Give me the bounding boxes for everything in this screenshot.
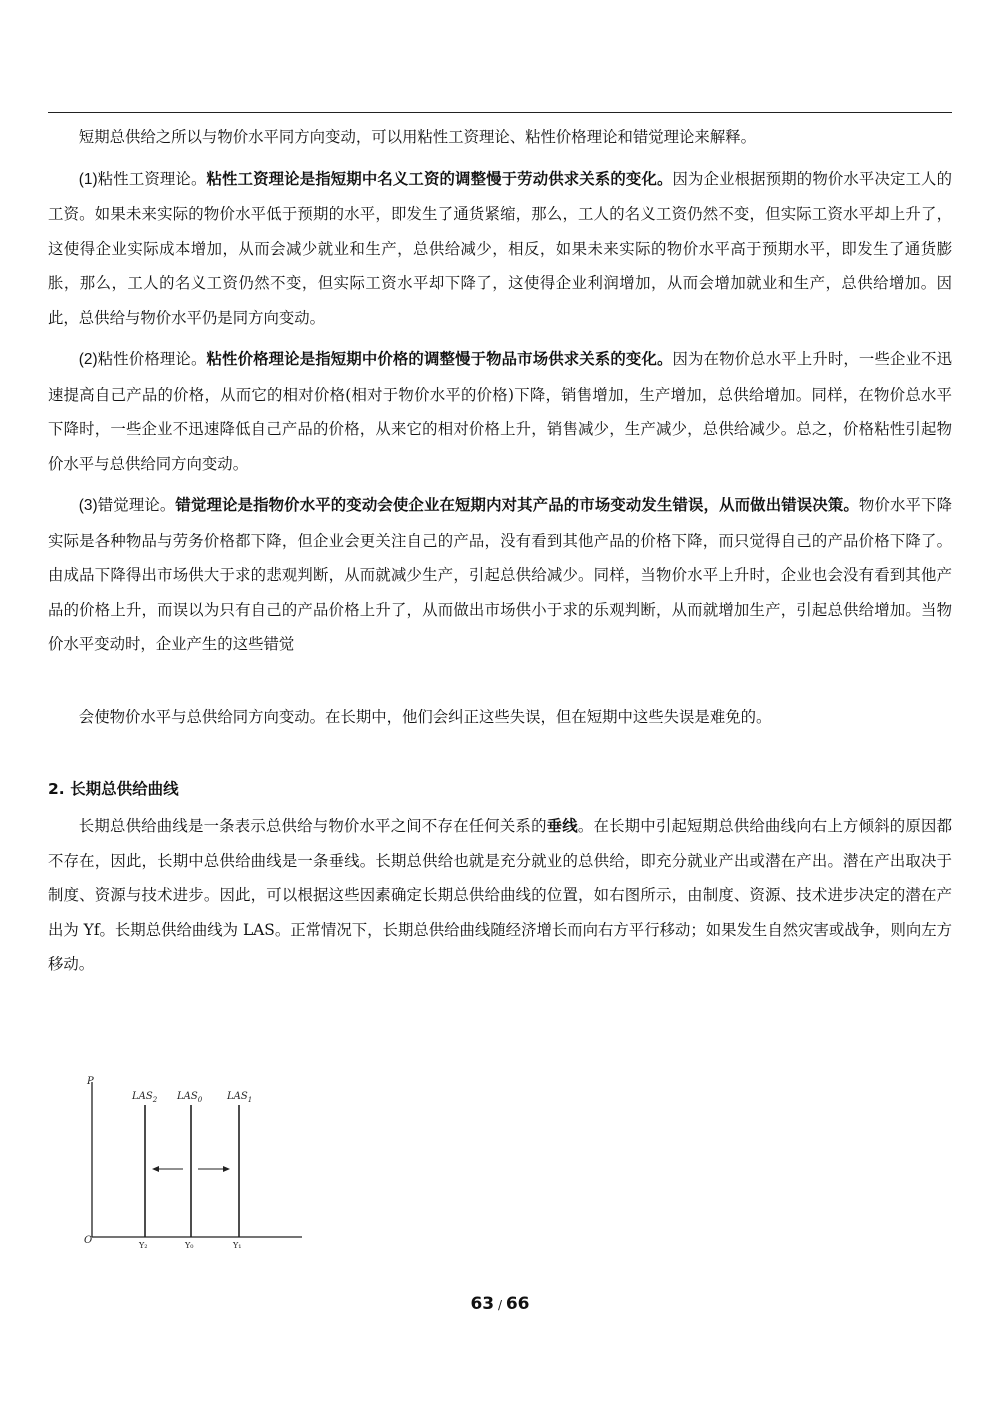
theory-1-name: 粘性工资理论。 [97, 169, 207, 188]
page-total: 66 [505, 1294, 530, 1314]
y1-label: Y₁ [233, 1241, 242, 1250]
page-separator [494, 1298, 506, 1312]
theory-2-number: (2) [78, 351, 98, 368]
theory-3-paragraph [48, 488, 952, 662]
y0-label: Y₀ [185, 1241, 194, 1250]
theory-1-definition: 粘性工资理论是指短期中名义工资的调整慢于劳动供求关系的变化。 [206, 169, 673, 188]
right-shift-arrow-head [223, 1166, 230, 1172]
y2-label: Y₂ [139, 1241, 148, 1250]
section-paragraph [48, 809, 952, 982]
las2-label: $LAS_2$ [132, 1091, 158, 1104]
theory-1-paragraph [48, 162, 952, 336]
theory-3-name: 错觉理论。 [97, 496, 176, 514]
section-text-part2: 。在长期中引起短期总供给曲线向右上方倾斜的原因都不存在，因此，长期中总供给曲线是一条垂线。长期总供给也就是充分就业的总供给，即充分就业产出或潜在产出。潜在产出取决于制度、资源与技术进步。因此，可以根据这些因素确定长期总供给曲线的位置，如右图所示，由制度、资源、技术进步决定的潜在产出为 Yf。长期总供给曲线为 LAS。正常情况下，长期总供给曲线随经济增长而向右方平行移动；如果发生自然灾害或战争，则向左方移动。 [48, 817, 953, 973]
page-current: 63 [470, 1294, 495, 1314]
section-text-part1: 长期总供给曲线是一条表示总供给与物价水平之间不存在任何关系的 [78, 817, 547, 835]
intro-paragraph: 短期总供给之所以与物价水平同方向变动，可以用粘性工资理论、粘性价格理论和错觉理论来解释。 [78, 128, 756, 146]
theory-1-body: 因为企业根据预期的物价水平决定工人的工资。如果未来实际的物价水平低于预期的水平，即发生了通货紧缩，那么，工人的名义工资仍然不变，但实际工资水平却上升了，这使得企业实际成本增加，从而会减少就业和生产，总供给减少，相反，如果未来实际的物价水平高于预期水平，即发生了通货膨胀，那么，工人的名义工资仍然不变，但实际工资水平却下降了，这使得企业利润增加，从而会增加就业和生产，总供给增加。因此，总供给与物价水平仍是同方向变动。 [48, 169, 952, 327]
theory-2-name: 粘性价格理论。 [97, 350, 207, 368]
origin-label: O [84, 1235, 93, 1246]
header-rule [48, 112, 952, 113]
theory-2-definition: 粘性价格理论是指短期中价格的调整慢于物品市场供求关系的变化。 [206, 350, 673, 368]
las-diagram [80, 1072, 305, 1252]
theory-3-definition: 错觉理论是指物价水平的变动会使企业在短期内对其产品的市场变动发生错误，从而做出错误决策。 [175, 496, 859, 514]
theory-1-number: (1) [78, 170, 98, 188]
theory-2-body: 因为在物价总水平上升时，一些企业不迅速提高自己产品的价格，从而它的相对价格(相对于物价水平的价格)下降，销售增加，生产增加，总供给增加。同样，在物价总水平下降时，一些企业不迅速降低自己产品的价格，从来它的相对价格上升，销售减少，生产减少，总供给减少。总之，价格粘性引起物价水平与总供给同方向变动。 [48, 350, 952, 473]
left-shift-arrow-head [152, 1166, 159, 1172]
theory-2-paragraph [48, 342, 952, 481]
section-text-bold: 垂线 [546, 817, 578, 835]
theory-3-number: (3) [78, 497, 98, 514]
las0-label: $LAS_0$ [177, 1091, 203, 1104]
page-separator-char: / [497, 1298, 503, 1312]
y-axis-label: P [87, 1076, 94, 1087]
section-heading: 2. 长期总供给曲线 [48, 780, 179, 798]
theory-3-body: 物价水平下降实际是各种物品与劳务价格都下降，但企业会更关注自己的产品，没有看到其他产品的价格下降，而只觉得自己的产品价格下降了。由成品下降得出市场供大于求的悲观判断，从而就减少生产，引起总供给减少。同样，当物价水平上升时，企业也会没有看到其他产品的价格上升，而误以为只有自己的产品价格上升了，从而做出市场供小于求的乐观判断，从而就增加生产，引起总供给增加。当物价水平变动时，企业产生的这些错觉 [48, 496, 952, 653]
continuation-paragraph: 会使物价水平与总供给同方向变动。在长期中，他们会纠正这些失误，但在短期中这些失误是难免的。 [78, 707, 772, 726]
page-number [0, 1294, 1000, 1314]
page-content [48, 120, 952, 982]
las1-label: $LAS_1$ [227, 1091, 253, 1104]
